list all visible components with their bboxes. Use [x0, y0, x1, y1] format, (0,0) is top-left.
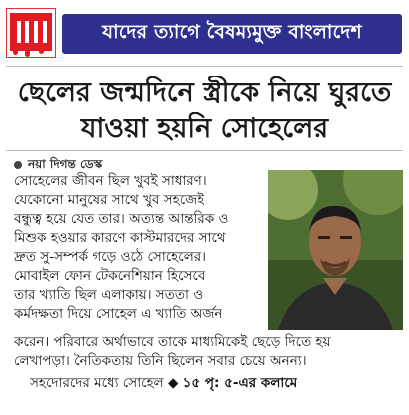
article-last-text: সহদোরদের মধ্যে সোহেল	[30, 375, 164, 391]
headline-line-2: যাওয়া হয়নি সোহেলের	[80, 113, 329, 144]
headline-rule	[6, 150, 403, 151]
article-line: যেকোনো মানুষের সাথে খুব সহজেই	[14, 192, 205, 208]
article-line: সোহেলের জীবন ছিল খুবই সাধারণ।	[14, 173, 207, 189]
article-line: দ্রুত সু-সম্পর্ক গড়ে ওঠে সোহেলের।	[14, 249, 207, 265]
byline-text: নয়া দিগন্ত ডেস্ক	[28, 157, 103, 171]
bullet-icon	[14, 161, 22, 169]
article-line: মিশুক হওয়ার কারণে কাস্টমারদের সাথে	[14, 230, 226, 246]
section-banner	[6, 8, 403, 58]
headline-line-1: ছেলের জন্মদিনে স্ত্রীকে নিয়ে ঘুরতে	[17, 77, 392, 108]
top-rule	[6, 66, 403, 67]
continued-on-page: ১৫ পৃ: ৫-এর কলামে	[182, 375, 298, 391]
article-line: করেন। পরিবারে অর্থাভাবে তাকে মাধ্যমিকেই ছেড়ে দিতে হয়	[14, 334, 331, 350]
article-line: তার খ্যাতি ছিল এলাকায়। সততা ও	[14, 287, 204, 303]
article-line: লেখাপড়া। নৈতিকতায় তিনি ছিলেন সবার চেয়ে অনন্য।	[14, 353, 307, 369]
jump-marker: ◆	[167, 375, 183, 391]
article-last-line	[30, 374, 297, 393]
series-logo	[6, 8, 56, 58]
article-line: মোবাইল ফোন টেকনেশিয়ান হিসেবে	[14, 268, 206, 284]
article-line: কর্মদক্ষতা দিয়ে সোহেল এ খ্যাতি অর্জন	[14, 306, 223, 322]
portrait-photo	[268, 170, 403, 330]
article-line: বন্ধুত্ব হয়ে যেত তার। অত্যন্ত আন্তরিক ও	[14, 211, 229, 227]
banner-title: যাদের ত্যাগে বৈষম্যমুক্ত বাংলাদেশ	[62, 14, 402, 54]
